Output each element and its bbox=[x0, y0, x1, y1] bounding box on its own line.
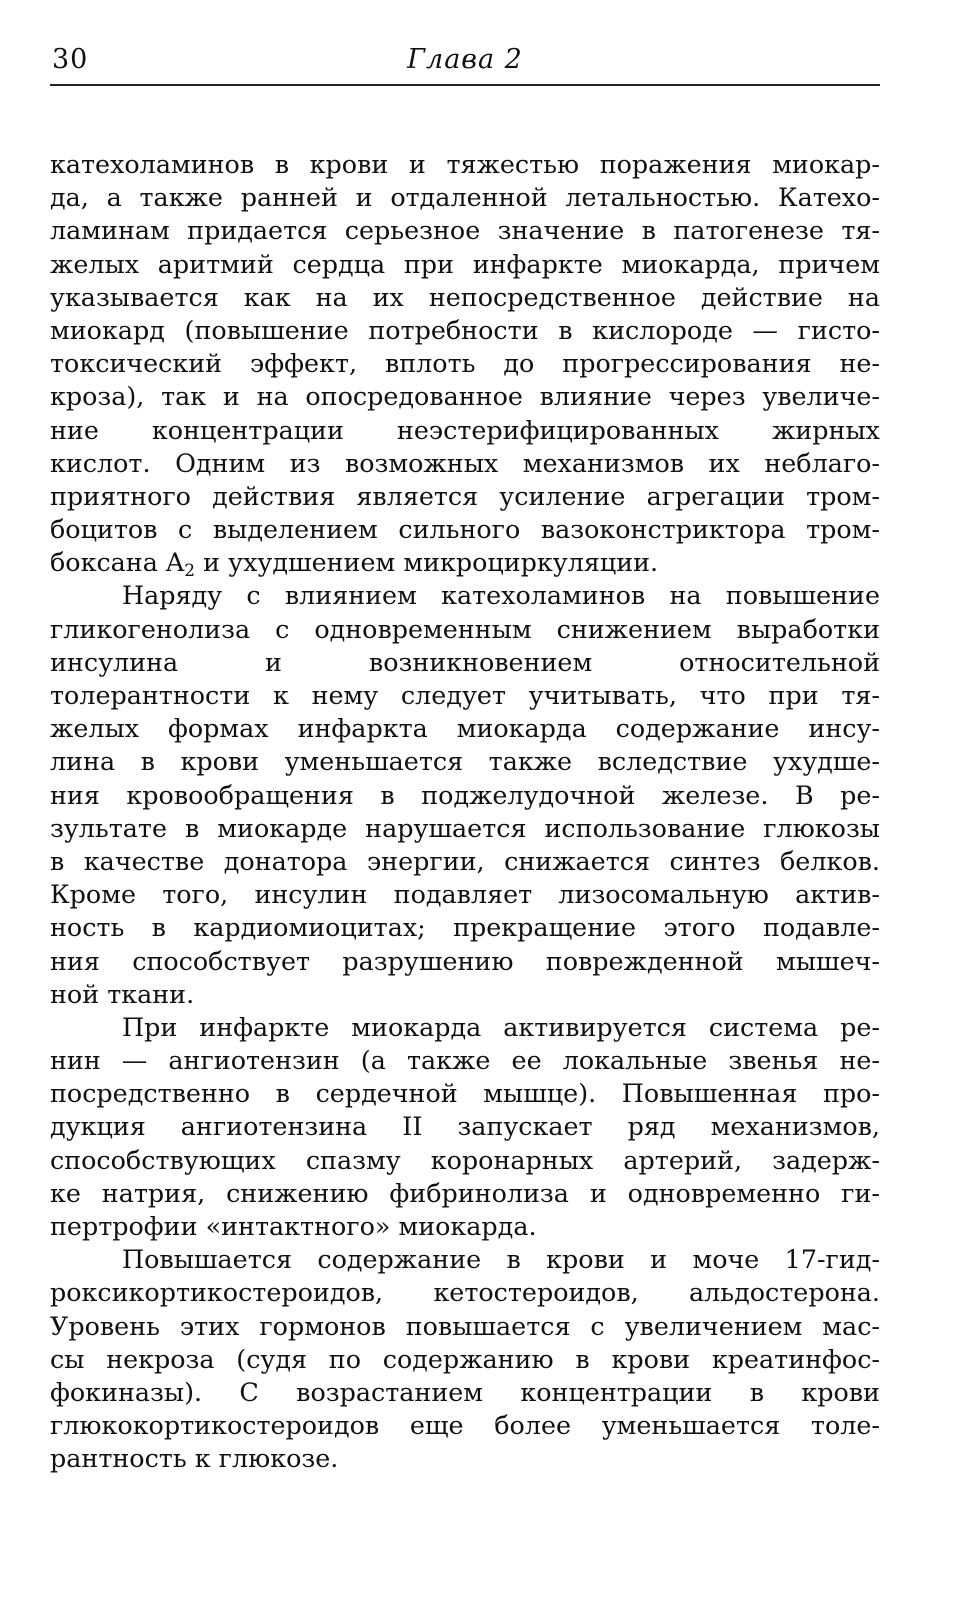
text-line: Повышается содержание в крови и моче 17-гид- bbox=[122, 1244, 880, 1275]
text-line: гликогенолиза с одновременным снижением выработки bbox=[50, 613, 880, 644]
text-line: сы некроза (судя по содержанию в крови креатинфос- bbox=[50, 1343, 880, 1374]
text-line: роксикортикостероидов, кетостероидов, альдостерона. bbox=[50, 1277, 880, 1308]
text-line: указывается как на их непосредственное действие на bbox=[50, 281, 880, 312]
text-line: боцитов с выделением сильного вазоконстриктора тром- bbox=[50, 514, 880, 545]
text-line: кислот. Одним из возможных механизмов их неблаго- bbox=[50, 447, 880, 478]
text-line: Кроме того, инсулин подавляет лизосомальную актив- bbox=[50, 879, 880, 910]
text-line: Наряду с влиянием катехоламинов на повышение bbox=[122, 580, 880, 611]
paragraph-3 bbox=[50, 1011, 880, 1243]
subscript: 2 bbox=[184, 561, 196, 580]
text-line: нин — ангиотензин (а также ее локальные звенья не- bbox=[50, 1045, 880, 1076]
text-line: глюкокортикостероидов еще более уменьшается толе- bbox=[50, 1410, 880, 1441]
text-line: да, а также ранней и отдаленной летальностью. Катехо- bbox=[50, 182, 880, 213]
text-line: кроза), так и на опосредованное влияние через увеличе- bbox=[50, 381, 880, 412]
text-line: ность в кардиомиоцитах; прекращение этого подавле- bbox=[50, 912, 880, 943]
text-line: ной ткани. bbox=[50, 978, 195, 1009]
page-number: 30 bbox=[52, 44, 89, 75]
text-line: пертрофии «интактного» миокарда. bbox=[50, 1211, 537, 1241]
formula-text-before: боксана A bbox=[50, 547, 185, 578]
text-line: Уровень этих гормонов повышается с увеличением мас- bbox=[50, 1310, 880, 1341]
text-line: инсулина и возникновением относительной bbox=[50, 646, 880, 677]
text-line: фокиназы). С возрастанием концентрации в крови bbox=[50, 1376, 880, 1407]
chapter-title: Глава 2 bbox=[407, 44, 523, 75]
text-line-formula bbox=[50, 546, 880, 579]
paragraph-2 bbox=[50, 579, 880, 1010]
text-line: желых формах инфаркта миокарда содержание инсу- bbox=[50, 713, 880, 744]
text-line: ния способствует разрушению поврежденной мышеч- bbox=[50, 945, 880, 976]
body-text bbox=[50, 148, 880, 1476]
text-line: дукция ангиотензина II запускает ряд механизмов, bbox=[50, 1111, 880, 1142]
text-line: токсический эффект, вплоть до прогрессирования не- bbox=[50, 348, 880, 379]
text-line: миокард (повышение потребности в кислороде — гисто- bbox=[50, 314, 880, 345]
text-line: катехоламинов в крови и тяжестью поражения миокар- bbox=[50, 149, 880, 179]
formula-text-after: и ухудшением микроциркуляции. bbox=[195, 547, 659, 578]
text-line: ния кровообращения в поджелудочной железе. В ре- bbox=[50, 779, 880, 810]
text-line: рантность к глюкозе. bbox=[50, 1443, 339, 1474]
text-line: желых аритмий сердца при инфаркте миокарда, причем bbox=[50, 248, 880, 279]
paragraph-1 bbox=[50, 148, 880, 579]
text-line: зультате в миокарде нарушается использование глюкозы bbox=[50, 812, 880, 843]
text-line: ние концентрации неэстерифицированных жирных bbox=[50, 414, 880, 445]
text-line: способствующих спазму коронарных артерий, задерж- bbox=[50, 1144, 880, 1175]
paragraph-4 bbox=[50, 1243, 880, 1475]
text-line: приятного действия является усиление агрегации тром- bbox=[50, 480, 880, 511]
running-header bbox=[50, 40, 880, 86]
text-line: При инфаркте миокарда активируется система ре- bbox=[122, 1011, 880, 1042]
text-line: ке натрия, снижению фибринолиза и одновременно ги- bbox=[50, 1177, 880, 1208]
text-line: толерантности к нему следует учитывать, что при тя- bbox=[50, 680, 880, 710]
text-line: лина в крови уменьшается также вследствие ухудше- bbox=[50, 746, 880, 777]
text-line: посредственно в сердечной мышце). Повышенная про- bbox=[50, 1078, 880, 1109]
text-line: в качестве донатора энергии, снижается синтез белков. bbox=[50, 845, 880, 876]
text-line: ламинам придается серьезное значение в патогенезе тя- bbox=[50, 215, 880, 246]
